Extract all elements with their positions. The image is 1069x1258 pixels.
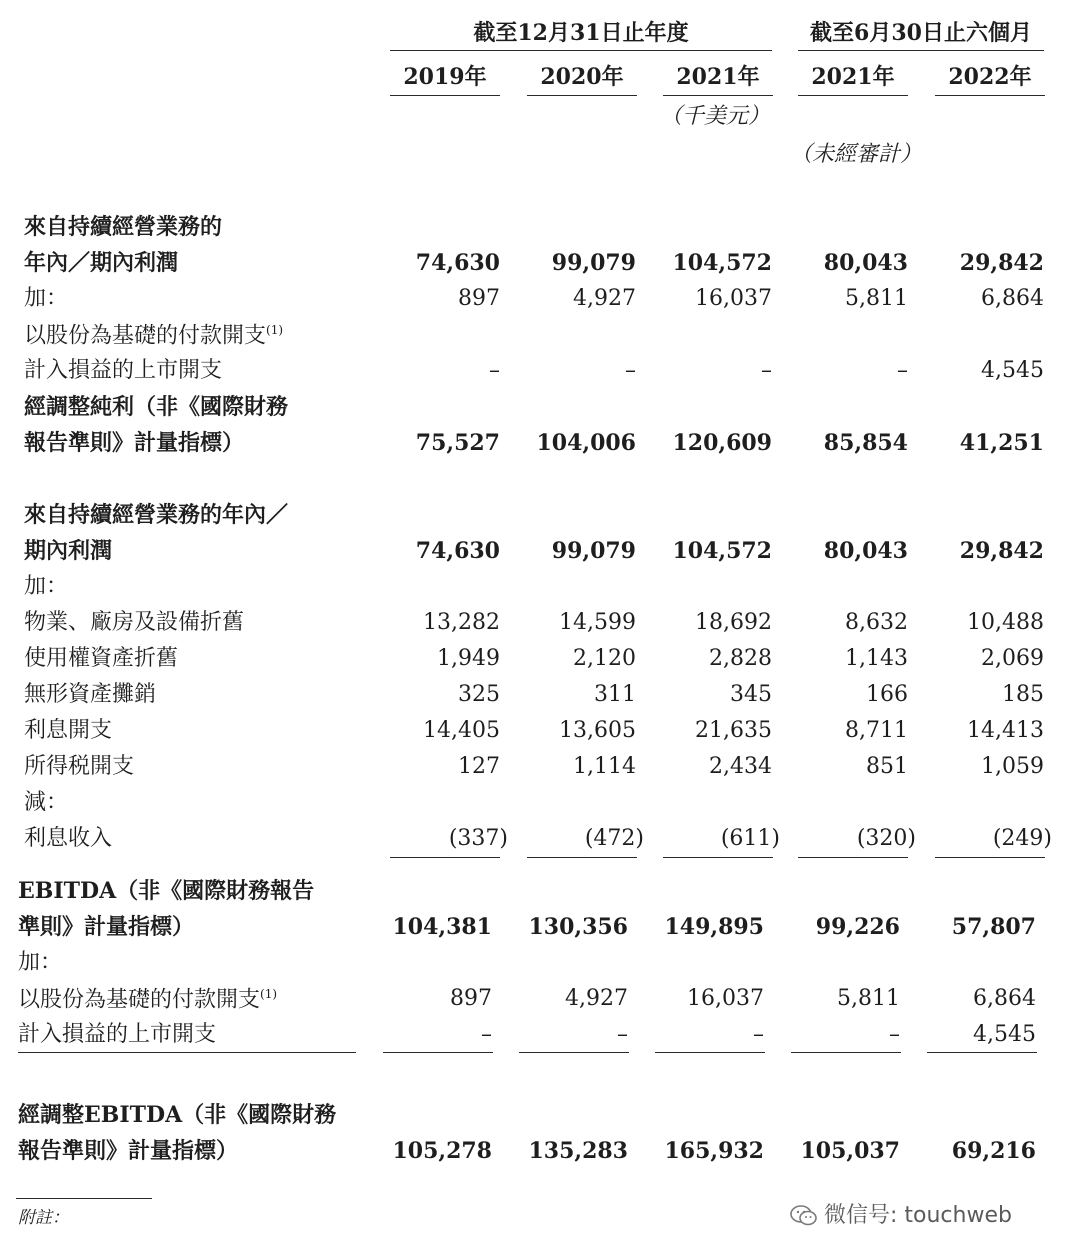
cell-value: – [489, 358, 500, 383]
cell-value: 10,488 [967, 610, 1044, 635]
cell-value: 105,037 [800, 1138, 900, 1164]
row-label: 使用權資產折舊 [24, 646, 179, 671]
cell-value: 57,807 [951, 914, 1036, 940]
row-label-text: 以股份為基礎的付款開支 [24, 323, 267, 349]
cell-value: 99,079 [551, 250, 636, 276]
cell-value: 1,949 [437, 646, 500, 671]
cell-value: 897 [450, 986, 492, 1011]
total-rule [791, 1052, 901, 1053]
cell-value: 14,413 [967, 718, 1044, 743]
wechat-icon [790, 1205, 818, 1227]
row-label: 年內／期內利潤 [24, 250, 179, 276]
row-label: 報告準則》計量指標） [18, 1138, 239, 1164]
year-rule [798, 95, 908, 96]
label-rule [18, 1052, 356, 1053]
cell-value: 69,216 [951, 1138, 1036, 1164]
cell-value: – [889, 1022, 900, 1047]
row-label: 物業、廠房及設備折舊 [24, 610, 245, 635]
row-label: 經調整純利（非《國際財務 [24, 394, 289, 420]
year-header: 2021年 [676, 64, 760, 90]
cell-value: 8,711 [845, 718, 908, 743]
cell-value: 5,811 [845, 286, 908, 311]
row-label: 期內利潤 [24, 538, 113, 564]
cell-value: 29,842 [959, 250, 1044, 276]
cell-value: – [481, 1022, 492, 1047]
cell-value: 165,932 [664, 1138, 764, 1164]
year-header: 2022年 [948, 64, 1032, 90]
row-label: 來自持續經營業務的 [24, 214, 223, 240]
row-label: 來自持續經營業務的年內／ [24, 502, 289, 528]
cell-value: 1,059 [981, 754, 1044, 779]
year-header: 2021年 [811, 64, 895, 90]
header-interim-group: 截至6月30日止六個月 [810, 20, 1032, 46]
row-label: 所得税開支 [24, 754, 135, 779]
row-label: 加： [24, 574, 69, 599]
year-header: 2019年 [403, 64, 487, 90]
cell-value: – [897, 358, 908, 383]
cell-value: (249) [992, 826, 1052, 851]
cell-value: 80,043 [823, 250, 908, 276]
watermark-text: 微信号: touchweb [824, 1203, 1012, 1228]
cell-value: 185 [1002, 682, 1044, 707]
cell-value: 74,630 [415, 250, 500, 276]
cell-value: 2,828 [709, 646, 772, 671]
cell-value: 851 [866, 754, 908, 779]
row-label: 加： [24, 286, 69, 311]
cell-value: 99,079 [551, 538, 636, 564]
cell-value: 325 [458, 682, 500, 707]
cell-value: 104,381 [392, 914, 492, 940]
cell-value: 99,226 [815, 914, 900, 940]
row-label: 利息收入 [24, 826, 113, 851]
total-rule [527, 857, 637, 858]
row-label: 加： [18, 950, 63, 975]
cell-value: 1,114 [573, 754, 636, 779]
cell-value: 8,632 [845, 610, 908, 635]
total-rule [935, 857, 1045, 858]
cell-value: 135,283 [528, 1138, 628, 1164]
cell-value: 104,572 [672, 250, 772, 276]
cell-value: 21,635 [695, 718, 772, 743]
row-label-text: 以股份為基礎的付款開支 [18, 987, 261, 1013]
cell-value: 4,545 [981, 358, 1044, 383]
cell-value: 104,572 [672, 538, 772, 564]
cell-value: 75,527 [415, 430, 500, 456]
cell-value: 2,120 [573, 646, 636, 671]
cell-value: 149,895 [664, 914, 764, 940]
cell-value: 166 [866, 682, 908, 707]
total-rule [519, 1052, 629, 1053]
cell-value: 13,605 [559, 718, 636, 743]
cell-value: 4,927 [573, 286, 636, 311]
row-label [18, 988, 277, 1011]
cell-value: (320) [856, 826, 916, 851]
row-label: 報告準則》計量指標） [24, 430, 245, 456]
year-rule [935, 95, 1045, 96]
row-label: 無形資產攤銷 [24, 682, 157, 707]
cell-value: 130,356 [528, 914, 628, 940]
row-label [24, 324, 283, 347]
cell-value: 80,043 [823, 538, 908, 564]
footnote-rule [16, 1198, 152, 1199]
cell-value: 105,278 [392, 1138, 492, 1164]
cell-value: 85,854 [823, 430, 908, 456]
year-rule [527, 95, 637, 96]
footnote-ref: (1) [260, 987, 278, 1001]
cell-value: 16,037 [695, 286, 772, 311]
cell-value: (611) [720, 826, 780, 851]
cell-value: 120,609 [672, 430, 772, 456]
cell-value: – [625, 358, 636, 383]
cell-value: 13,282 [423, 610, 500, 635]
row-label: 準則》計量指標） [18, 914, 195, 940]
year-rule [390, 95, 500, 96]
cell-value: 6,864 [973, 986, 1036, 1011]
cell-value: 5,811 [837, 986, 900, 1011]
header-annual-group: 截至12月31日止年度 [473, 20, 689, 46]
cell-value: 345 [730, 682, 772, 707]
cell-value: 14,599 [559, 610, 636, 635]
header-interim-rule [798, 50, 1044, 51]
unit-note: （千美元） [660, 104, 771, 129]
year-header: 2020年 [540, 64, 624, 90]
cell-value: 4,927 [565, 986, 628, 1011]
cell-value: (472) [584, 826, 644, 851]
cell-value: 104,006 [536, 430, 636, 456]
row-label: 經調整EBITDA（非《國際財務 [18, 1102, 337, 1128]
footnote-ref: (1) [266, 323, 284, 337]
cell-value: 1,143 [845, 646, 908, 671]
cell-value: 41,251 [959, 430, 1044, 456]
total-rule [927, 1052, 1037, 1053]
cell-value: – [617, 1022, 628, 1047]
row-label: 計入損益的上市開支 [24, 358, 223, 383]
cell-value: – [761, 358, 772, 383]
row-label: 減： [24, 790, 69, 815]
cell-value: 16,037 [687, 986, 764, 1011]
cell-value: 897 [458, 286, 500, 311]
cell-value: 14,405 [423, 718, 500, 743]
cell-value: 4,545 [973, 1022, 1036, 1047]
header-annual-rule [390, 50, 772, 51]
row-label: EBITDA（非《國際財務報告 [18, 878, 315, 904]
cell-value: – [753, 1022, 764, 1047]
cell-value: (337) [448, 826, 508, 851]
unaudited-note: （未經審計） [790, 142, 923, 167]
cell-value: 2,434 [709, 754, 772, 779]
cell-value: 311 [594, 682, 636, 707]
cell-value: 18,692 [695, 610, 772, 635]
row-label: 利息開支 [24, 718, 113, 743]
cell-value: 29,842 [959, 538, 1044, 564]
total-rule [798, 857, 908, 858]
row-label: 計入損益的上市開支 [18, 1022, 217, 1047]
year-rule [663, 95, 773, 96]
cell-value: 2,069 [981, 646, 1044, 671]
footnote-label: 附註： [18, 1208, 69, 1228]
cell-value: 74,630 [415, 538, 500, 564]
total-rule [383, 1052, 493, 1053]
cell-value: 127 [458, 754, 500, 779]
total-rule [655, 1052, 765, 1053]
total-rule [390, 857, 500, 858]
watermark [790, 1198, 1012, 1229]
total-rule [663, 857, 773, 858]
cell-value: 6,864 [981, 286, 1044, 311]
